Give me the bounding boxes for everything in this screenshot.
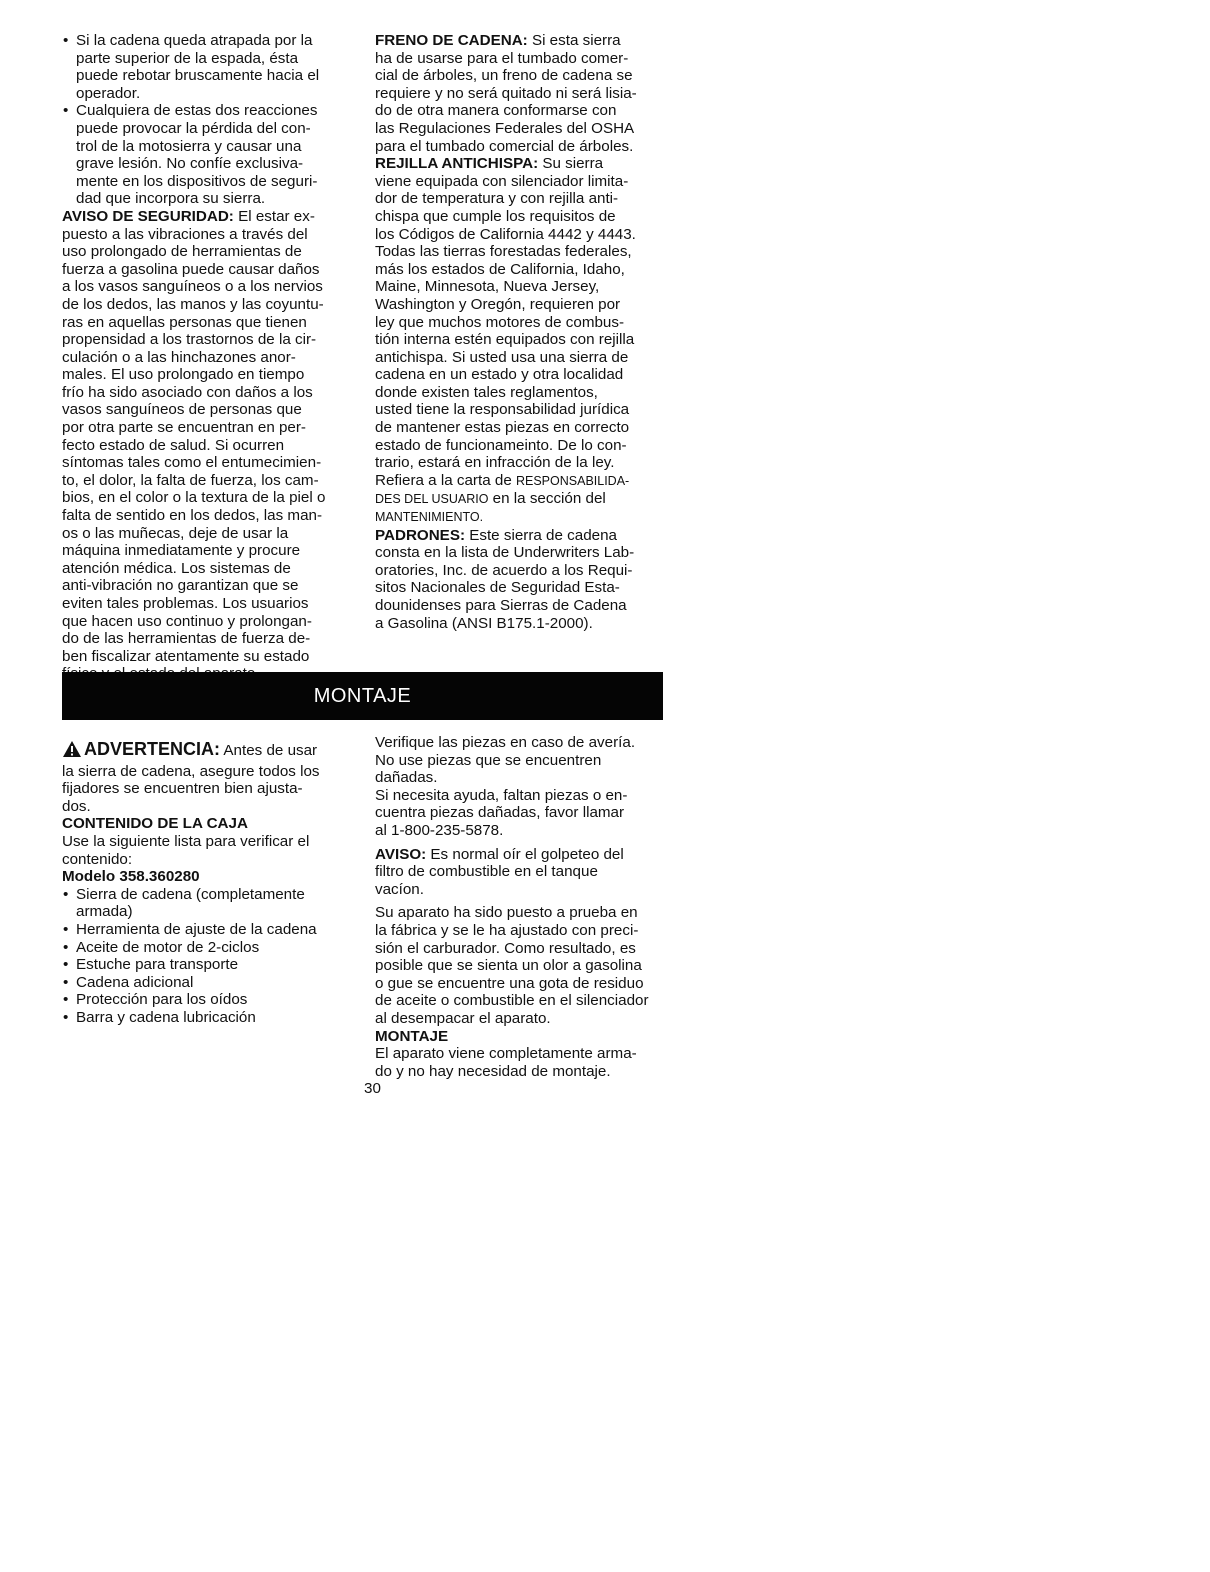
list-item: • Aceite de motor de 2-ciclos [62,939,354,957]
notice-paragraph: AVISO: Es normal oír el golpeteo del filtro de combustible en el tanque vacíon. [375,845,624,898]
box-contents-list [62,886,354,1027]
left-bottom-column: ADVERTENCIA: Antes de usar la sierra de cadena, asegure todos los fijadores se encuentren bien ajusta- dos. CONTENIDO DE LA CAJA Use la siguiente lista para verificar el contenido: Modelo 358.360280 • Sierra de cadena (completamente armada) • Herramienta de ajuste de la cadena • Aceite de motor de 2-ciclos • Estuche para transporte • Cadena adicional • Protección para los oídos • Barra y cadena lubricación [62,740,354,1027]
chain-brake-label: FRENO DE CADENA: [375,32,528,49]
model-heading: Modelo 358.360280 [62,868,200,886]
right-bottom-column: Verifique las piezas en caso de avería. No use piezas que se encuentren dañadas. Si necesita ayuda, faltan piezas o en- cuentra piezas dañadas, favor llamar al 1-800-235-5878. AVISO: Es normal oír el golpeteo del filtro de combustible en el tanque vacíon. Su aparato ha sido puesto a prueba en la fábrica y se le ha ajustado con preci- sión el carburador. Como resultado, es posible que se sienta un olor a gasolina o gue se encuentre una gota de residuo de aceite o combustible en el silenciador al desempacar el aparato. MONTAJE El aparato viene completamente arma- do y no hay necesidad de montaje. [375,734,669,1080]
kickback-bullet-1: • Si la cadena queda atrapada por la parte superior de la espada, ésta puede rebotar bruscamente hacia el operador. [62,32,354,102]
box-contents-heading: CONTENIDO DE LA CAJA [62,815,248,833]
warning-paragraph: ADVERTENCIA: Antes de usar la sierra de cadena, asegure todos los fijadores se encuentren bien ajusta- dos. [62,739,320,815]
standards-label: PADRONES: [375,526,466,544]
montaje-section-banner: MONTAJE [62,672,663,720]
safety-notice-paragraph: AVISO DE SEGURIDAD: El estar ex- puesto a las vibraciones a través del uso prolongado de herramientas de fuerza a gasolina puede causar daños a los vasos sanguíneos o a los nervios de los dedos, las manos y las coyuntu- ras en aquellas personas que tienen propensidad a los trastornos de la cir- culación o a las hinchazones anor- males. El uso prolongado en tiempo frío ha sido asociado con daños a los vasos sanguíneos de personas que por otra parte se encuentran en per- fecto estado de salud. Si ocurren síntomas tales como el entumecimien- to, el dolor, la falta de fuerza, los cam- bios, en el color o la textura de la piel o falta de sentido en los dedos, las man- os o las muñecas, deje de usar la máquina inmediatamente y procure atención médica. Los sistemas de anti-vibración no garantizan que se eviten tales problemas. Los usuarios que hacen uso continuo y prolongan- do de las herramientas de fuerza de- ben fiscalizar atentamente su estado [62,207,326,665]
warning-triangle-icon [62,740,82,763]
help-paragraph: Si necesita ayuda, faltan piezas o en- cuentra piezas dañadas, favor llamar al 1-800-235-5878. [375,786,628,839]
spark-arrestor-label: REJILLA ANTICHISPA: [375,155,539,173]
right-top-column [375,32,669,632]
list-item: • Barra y cadena lubricación [62,1009,354,1027]
notice-label: AVISO: [375,845,427,863]
list-item: • Protección para los oídos [62,991,354,1009]
safety-notice-label: AVISO DE SEGURIDAD: [62,207,234,225]
factory-tested-paragraph: Su aparato ha sido puesto a prueba en la fábrica y se le ha ajustado con preci- sión el carburador. Como resultado, es posible que se sienta un olor a gasolina o gue se encuentre una gota de residuo de aceite o combustible en el silenciador al desempacar el aparato. [375,904,649,1027]
list-item: • Estuche para transporte [62,956,354,974]
warning-label: ADVERTENCIA: [84,739,221,759]
inspect-parts-paragraph: Verifique las piezas en caso de avería. No use piezas que se encuentren dañadas. [375,734,636,787]
standards-paragraph: PADRONES: Este sierra de cadena consta en la lista de Underwriters Lab- oratories, Inc. de acuerdo a los Requi- sitos Nacionales de Seguridad Esta- dounidenses para Sierras de Cadena a Gasolina (ANSI B175.1-2000). [375,526,635,632]
list-item: • Sierra de cadena (completamente armada) [62,886,354,921]
list-item: • Herramienta de ajuste de la cadena [62,921,354,939]
chain-brake-paragraph: FRENO DE CADENA: Si esta sierra ha de usarse para el tumbado comer- cial de árboles, un freno de cadena se requiere y no será quitado ni será lisia- do de otra manera conformarse con las Regulaciones Federales del OSHA para el tumbado comercial de árboles. [375,32,637,155]
list-item: • Cadena adicional [62,974,354,992]
kickback-bullet-2: • Cualquiera de estas dos reacciones puede provocar la pérdida del con- trol de la motosierra y causar una grave lesión. No confíe exclusiva- mente en los dispositivos de seguri- dad que incorpora su sierra. [62,102,354,208]
spark-arrestor-paragraph: REJILLA ANTICHISPA: Su sierra viene equipada con silenciador limita- dor de temperatura y con rejilla anti- chispa que cumple los requisitos de los Códigos de California 4442 y 4443. Todas las tierras forestadas federales, más los estados de California, Idaho, Maine, Minnesota, Nueva Jersey, Washington y Oregón, requieren por ley que muchos motores de combus- tión interna estén equipados con rejilla antichispa. Si usted usa una sierra de cadena en un estado y otra localidad donde existen tales reglamentos, usted tiene la responsabilidad jurídica de mantener estas piezas en correcto estado de funcionameinto. De lo con- trario, estará en infracción de la ley. Refiera a la carta de RESPONSABILIDA- DES DEL USUARIO en la sección del MANTENIMIENTO. [375,155,636,525]
left-top-column [62,32,354,683]
page-number: 30 [364,1080,381,1097]
kickback-bullets [62,32,354,208]
assembly-heading: MONTAJE [375,1027,449,1045]
